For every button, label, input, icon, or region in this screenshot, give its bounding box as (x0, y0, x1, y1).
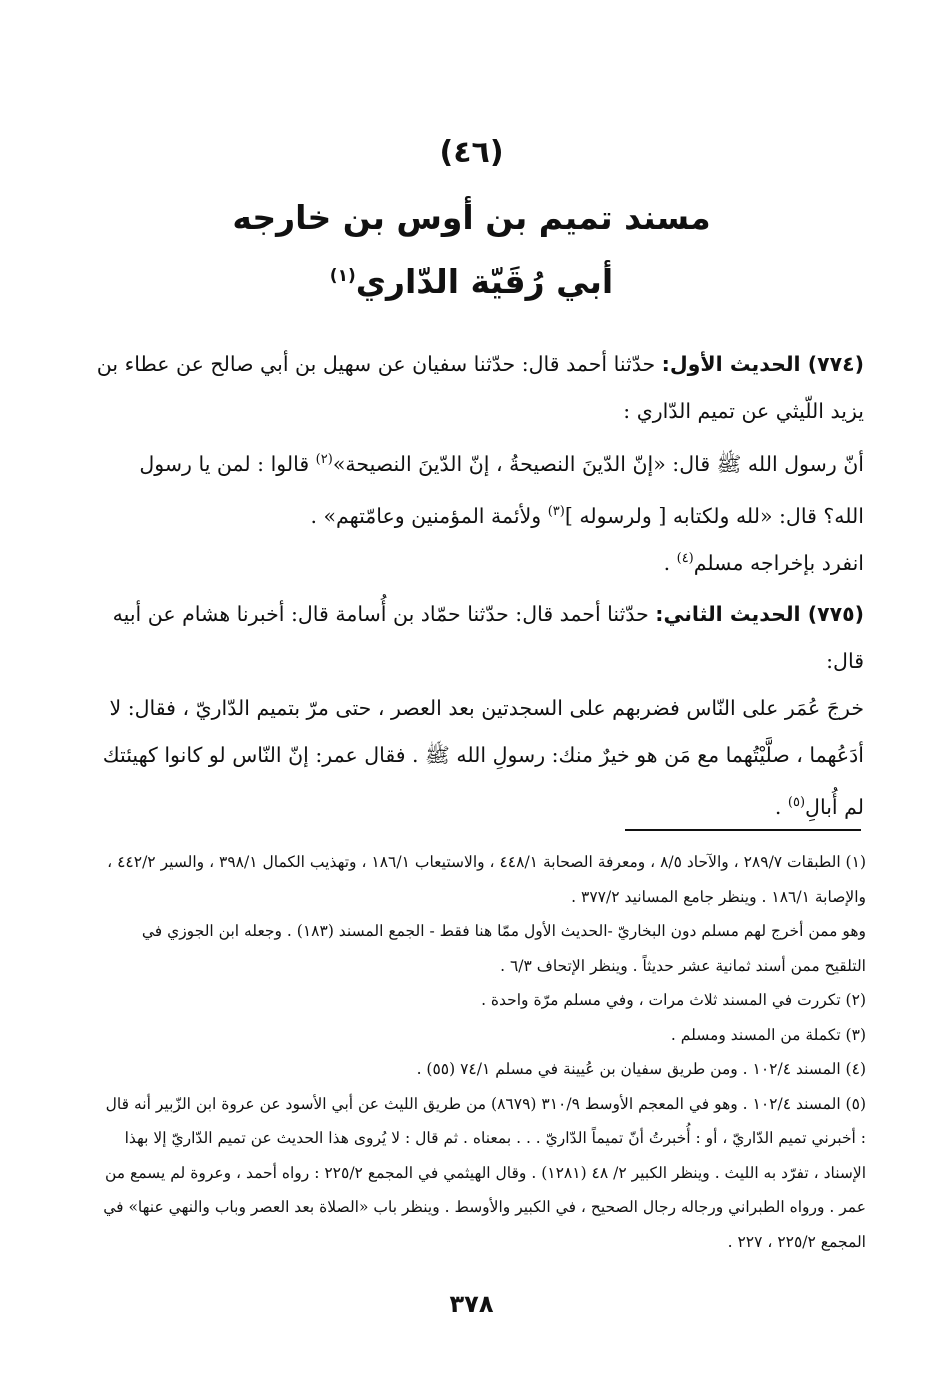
hadith-774-matn (96, 436, 864, 540)
matn-part-b: قالوا : لمن يا رسول الله؟ قال: «لله ولكتابه [ ولرسوله ] (139, 451, 864, 528)
footnote-ref-5[interactable]: (٥) (787, 795, 806, 810)
footnote-2: (٢) تكررت في المسند ثلاث مرات ، وفي مسلم مرّة واحدة . (481, 991, 866, 1009)
hadith-775-chain: حدّثنا أحمد قال: حدّثنا حمّاد بن أُسامة قال: أخبرنا هشام عن أبيه قال: (112, 602, 864, 673)
remark-end: . (663, 550, 677, 575)
hadith-775-isnad (96, 591, 864, 685)
footnote-5: (٥) المسند ١٠٢/٤ . وهو في المعجم الأوسط ٣١٠/٩ (٨٦٧٩) من طريق الليث عن أبي الأسود عن عروة ابن الزّبير أنه قال : أخبرني تميم الدّاريّ ، أو : أُخبرتُ أنّ تميماً الدّاريّ . . . بمعناه . ثم قال : لا يُروى هذا الحديث عن تميم الدّاريّ إلا بهذا الإسناد ، تفرّد به الليث . وينظر الكبير ٢/ ٤٨ (١٢٨١) . وقال الهيثمي في المجمع ٢٢٥/٢ : رواه أحمد ، وعروة لم يسمع من عمر . ورواه الطبراني ورجاله رجال الصحيح ، في الكبير والأوسط . وينظر باب «الصلاة بعد العصر وباب والنهي عنها» في المجمع ٢٢٥/٢ ، ٢٢٧ . (103, 1094, 866, 1251)
hadith-774-isnad (96, 341, 864, 435)
hadith-774-remark (96, 535, 864, 587)
page-number: ٣٧٨ (449, 1290, 494, 1318)
matn-end: . (774, 794, 788, 819)
matn-text: خرجَ عُمَر على النّاس فضربهم على السجدتين بعد العصر ، حتى مرّ بتميم الدّاريّ ، فقال: لا أدَعُهما ، صلَّيْتُهما مع مَن هو خيرٌ منك: رسولِ الله ﷺ . فقال عمر: إنّ النّاس لو كانوا كهيئتك لم أُبالِ (102, 696, 864, 819)
remark-text: انفرد بإخراجه مسلم (693, 550, 864, 575)
footnote-ref-3[interactable]: (٣) (547, 503, 565, 519)
hadith-775-label: (٧٧٥) الحديث الثاني: (655, 602, 864, 626)
matn-part-a: أنّ رسول الله ﷺ قال: «إنّ الدّينَ النصيحةُ ، إنّ الدّينَ النصيحة» (332, 451, 864, 476)
chapter-subtitle (0, 262, 943, 301)
hadith-774-chain: حدّثنا أحمد قال: حدّثنا سفيان عن سهيل بن أبي صالح عن عطاء بن يزيد اللّيثي عن تميم الدّاري : (96, 352, 864, 423)
footnote-ref-2[interactable]: (٢) (315, 452, 333, 467)
hadith-774-label: (٧٧٤) الحديث الأول: (661, 352, 864, 376)
footnote-3: (٣) تكملة من المسند ومسلم . (670, 1025, 866, 1044)
footnote-ref-4[interactable]: (٤) (676, 551, 694, 566)
chapter-number: (٤٦) (439, 135, 504, 170)
footnote-1: (١) الطبقات ٢٨٩/٧ ، والآحاد ٨/٥ ، ومعرفة الصحابة ٤٤٨/١ ، والاستيعاب ١٨٦/١ ، وتهذيب الكمال ٣٩٨/١ ، والسير ٤٤٢/٢ ، والإصابة ١٨٦/١ . وينظر جامع المسانيد ٣٧٧/٢ . (107, 853, 866, 906)
matn-part-c: ولأئمة المؤمنين وعامّتهم» . (310, 503, 548, 528)
hadith-775-matn (96, 685, 864, 831)
footnote-ref-1[interactable]: (١) (329, 266, 356, 286)
footnotes (96, 845, 866, 1259)
subtitle-text: أبي رُقَيّة الدّاري (355, 262, 614, 301)
footnote-4: (٤) المسند ١٠٢/٤ . ومن طريق سفيان بن عُيينة في مسلم ٧٤/١ (٥٥) . (416, 1060, 866, 1078)
chapter-title: مسند تميم بن أوس بن خارجه (232, 198, 711, 237)
footnote-divider (625, 829, 861, 831)
footnote-1-cont: وهو ممن أخرج لهم مسلم دون البخاريّ -الحديث الأول ممّا هنا فقط - الجمع المسند (١٨٣) . وجعله ابن الجوزي في التلقيح ممن أسند ثمانية عشر حديثاً . وينظر الإتحاف ٦/٣ . (141, 922, 866, 975)
